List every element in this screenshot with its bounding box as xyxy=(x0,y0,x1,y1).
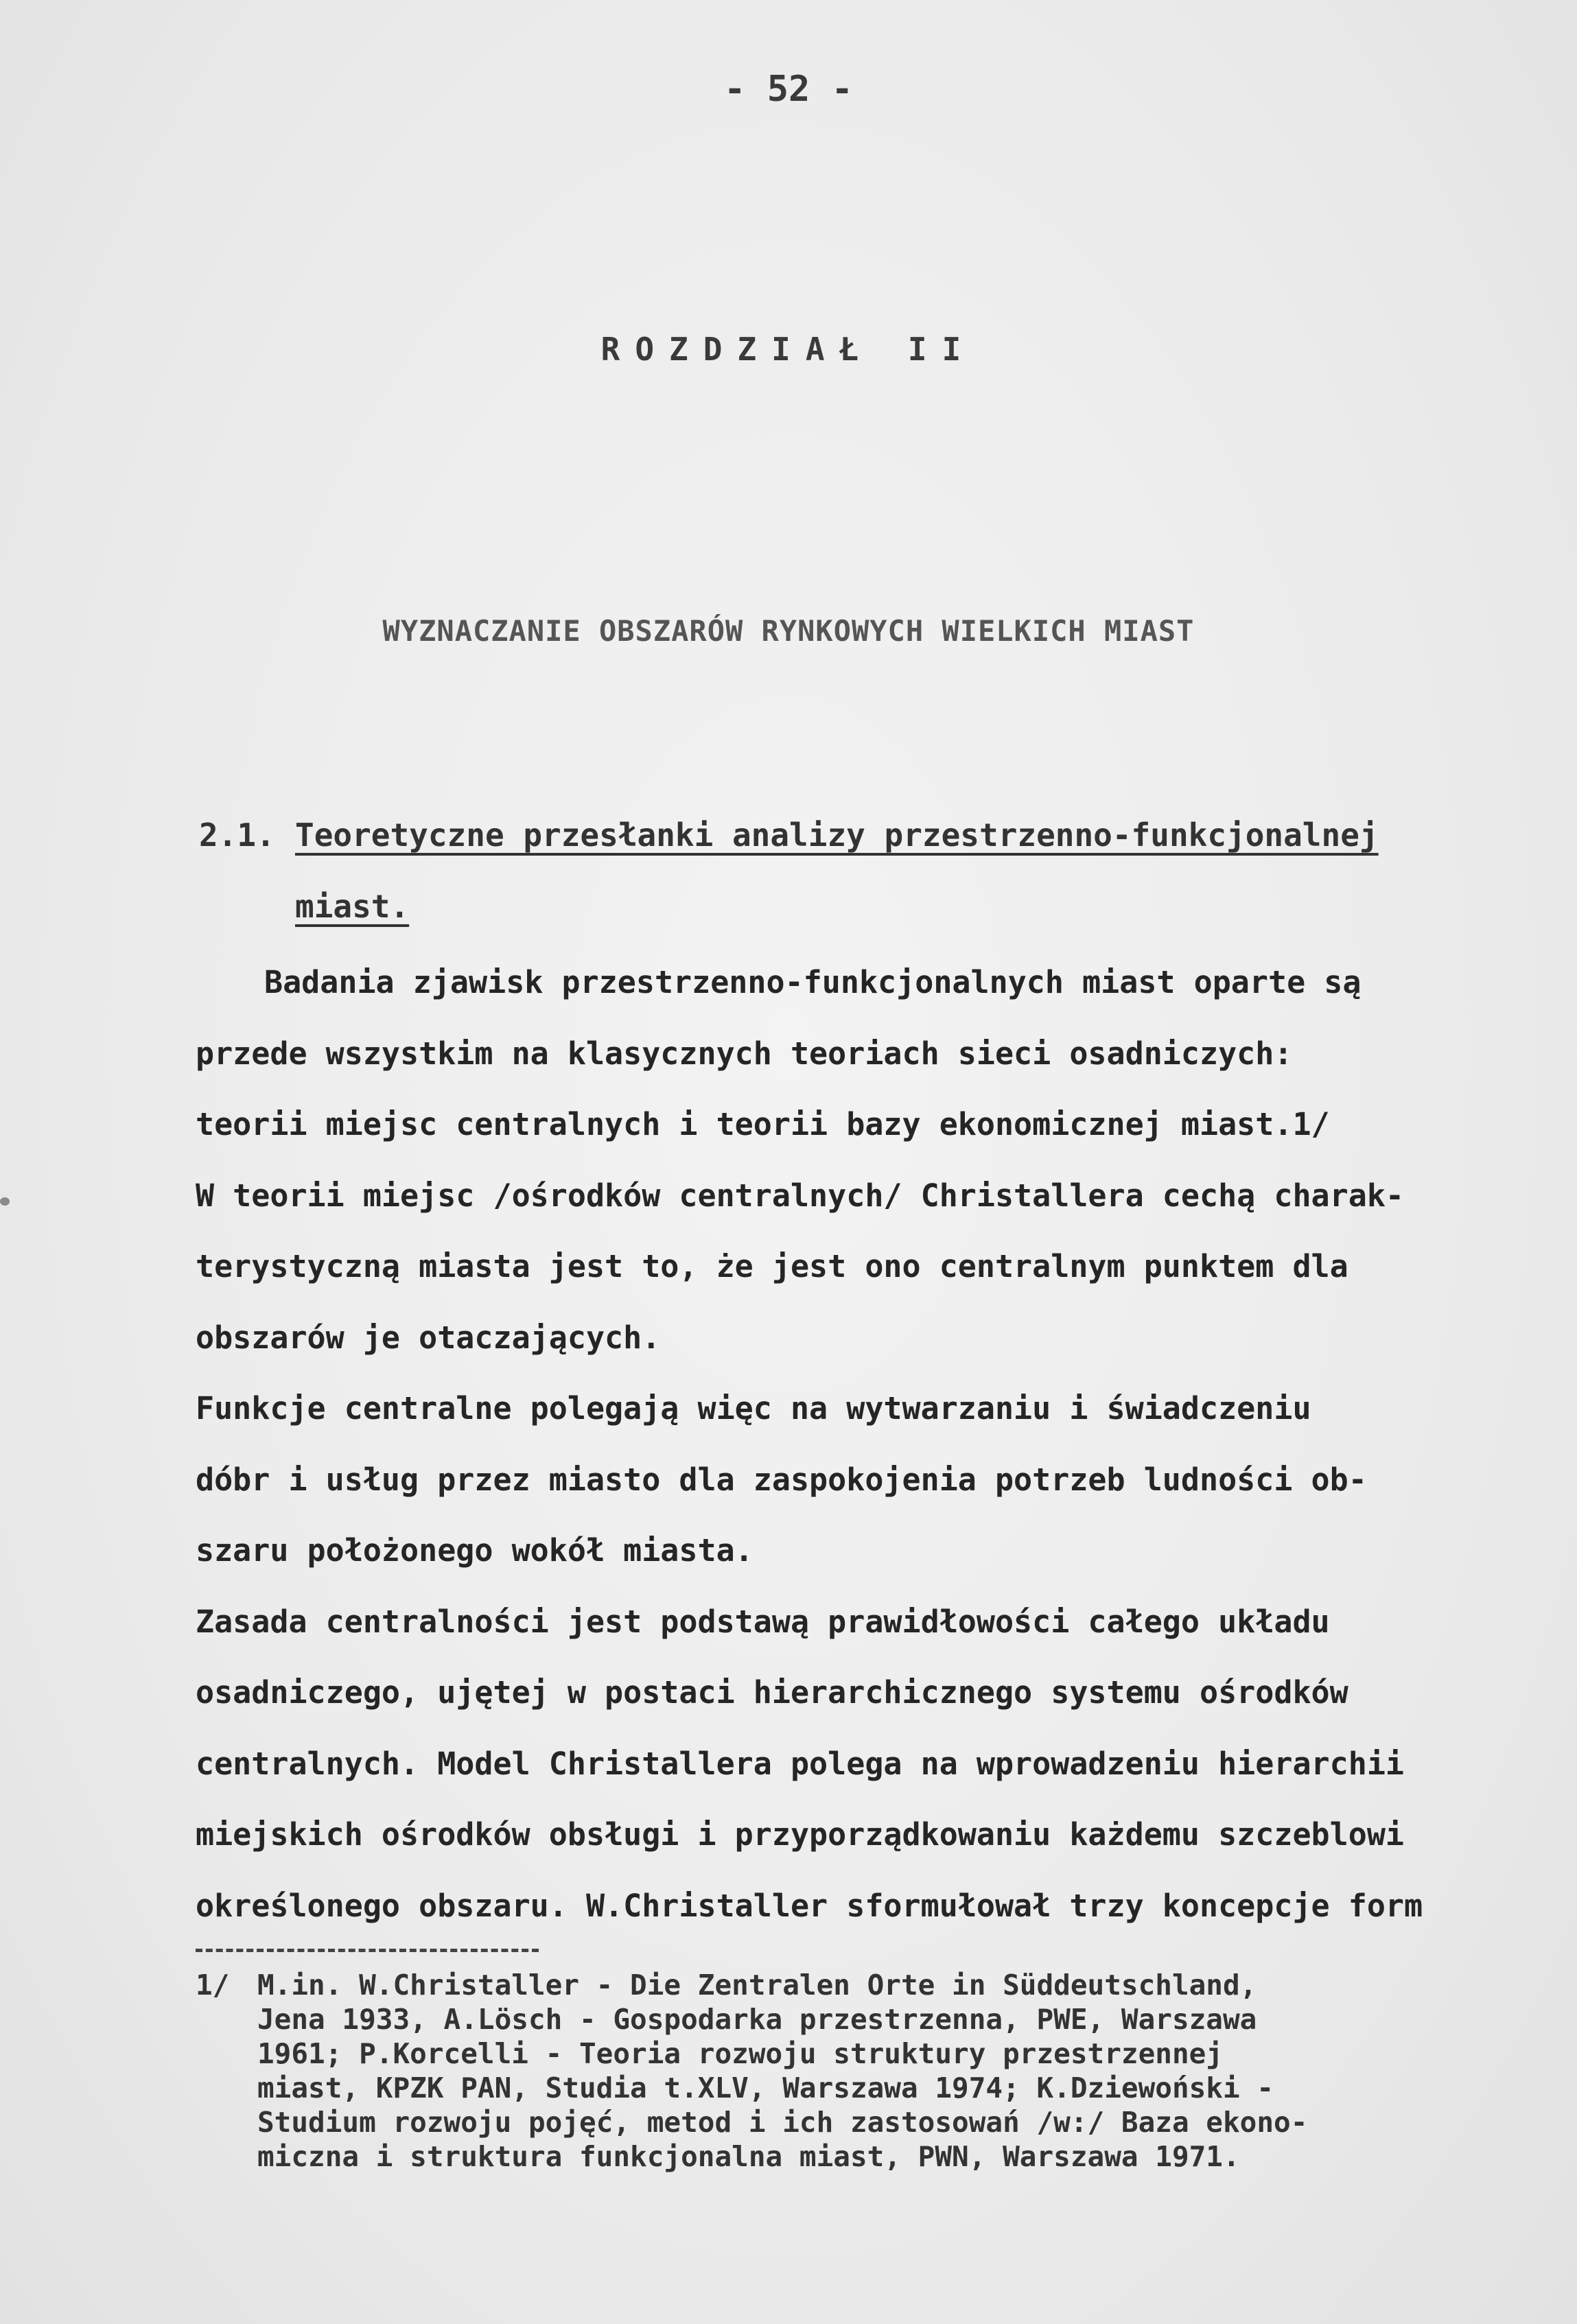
footnote-line xyxy=(196,1968,1565,2002)
body-line: teorii miejsc centralnych i teorii bazy ekonomicznej miast.1/ xyxy=(196,1106,1330,1142)
chapter-subtitle: WYZNACZANIE OBSZARÓW RYNKOWYCH WIELKICH MIAST xyxy=(382,614,1195,648)
footnote-line: miczna i struktura funkcjonalna miast, PWN, Warszawa 1971. xyxy=(257,2140,1240,2173)
body-line: przede wszystkim na klasycznych teoriach sieci osadniczych: xyxy=(196,1035,1293,1072)
edge-smudge xyxy=(0,1197,10,1206)
body-line: terystyczną miasta jest to, że jest ono centralnym punktem dla xyxy=(196,1248,1348,1284)
body-line: Zasada centralności jest podstawą prawidłowości całego układu xyxy=(196,1603,1330,1640)
footnote-line: Jena 1933, A.Lösch - Gospodarka przestrzenna, PWE, Warszawa xyxy=(257,2003,1257,2036)
section-heading xyxy=(199,799,1517,942)
body-text xyxy=(196,947,1565,1941)
body-line: szaru położonego wokół miasta. xyxy=(196,1532,754,1569)
section-title-line-2: miast. xyxy=(295,888,410,925)
footnote-line: Studium rozwoju pojęć, metod i ich zastosowań /w:/ Baza ekono- xyxy=(257,2106,1308,2139)
footnote-marker: 1/ xyxy=(196,1969,230,2002)
chapter-title: ROZDZIAŁ II xyxy=(600,331,977,368)
footnote-line: 1961; P.Korcelli - Teoria rozwoju struktury przestrzennej xyxy=(257,2037,1223,2070)
section-title-line-1: Teoretyczne przesłanki analizy przestrzenno-funkcjonalnej xyxy=(295,817,1379,854)
body-line: dóbr i usług przez miasto dla zaspokojenia potrzeb ludności ob- xyxy=(196,1461,1367,1498)
body-line: centralnych. Model Christallera polega na wprowadzeniu hierarchii xyxy=(196,1745,1404,1782)
footnote-text: M.in. W.Christaller - Die Zentralen Orte in Süddeutschland, xyxy=(257,1969,1257,2002)
body-line: W teorii miejsc /ośrodków centralnych/ Christallera cechą charak- xyxy=(196,1177,1404,1214)
body-line: Badania zjawisk przestrzenno-funkcjonalnych miast oparte są xyxy=(264,964,1362,1000)
body-line: miejskich ośrodków obsługi i przyporządkowaniu każdemu szczeblowi xyxy=(196,1816,1404,1853)
body-line: określonego obszaru. W.Christaller sformułował trzy koncepcje form xyxy=(196,1887,1423,1924)
footnote xyxy=(196,1968,1565,2174)
body-line: Funkcje centralne polegają więc na wytwarzaniu i świadczeniu xyxy=(196,1390,1311,1427)
footnote-line: miast, KPZK PAN, Studia t.XLV, Warszawa 1974; K.Dziewoński - xyxy=(257,2071,1274,2104)
body-line: obszarów je otaczających. xyxy=(196,1319,661,1356)
body-line: osadniczego, ujętej w postaci hierarchicznego systemu ośrodków xyxy=(196,1674,1348,1711)
section-number: 2.1. xyxy=(199,817,275,854)
page-number: - 52 - xyxy=(724,69,853,110)
footnote-divider xyxy=(196,1949,539,1952)
